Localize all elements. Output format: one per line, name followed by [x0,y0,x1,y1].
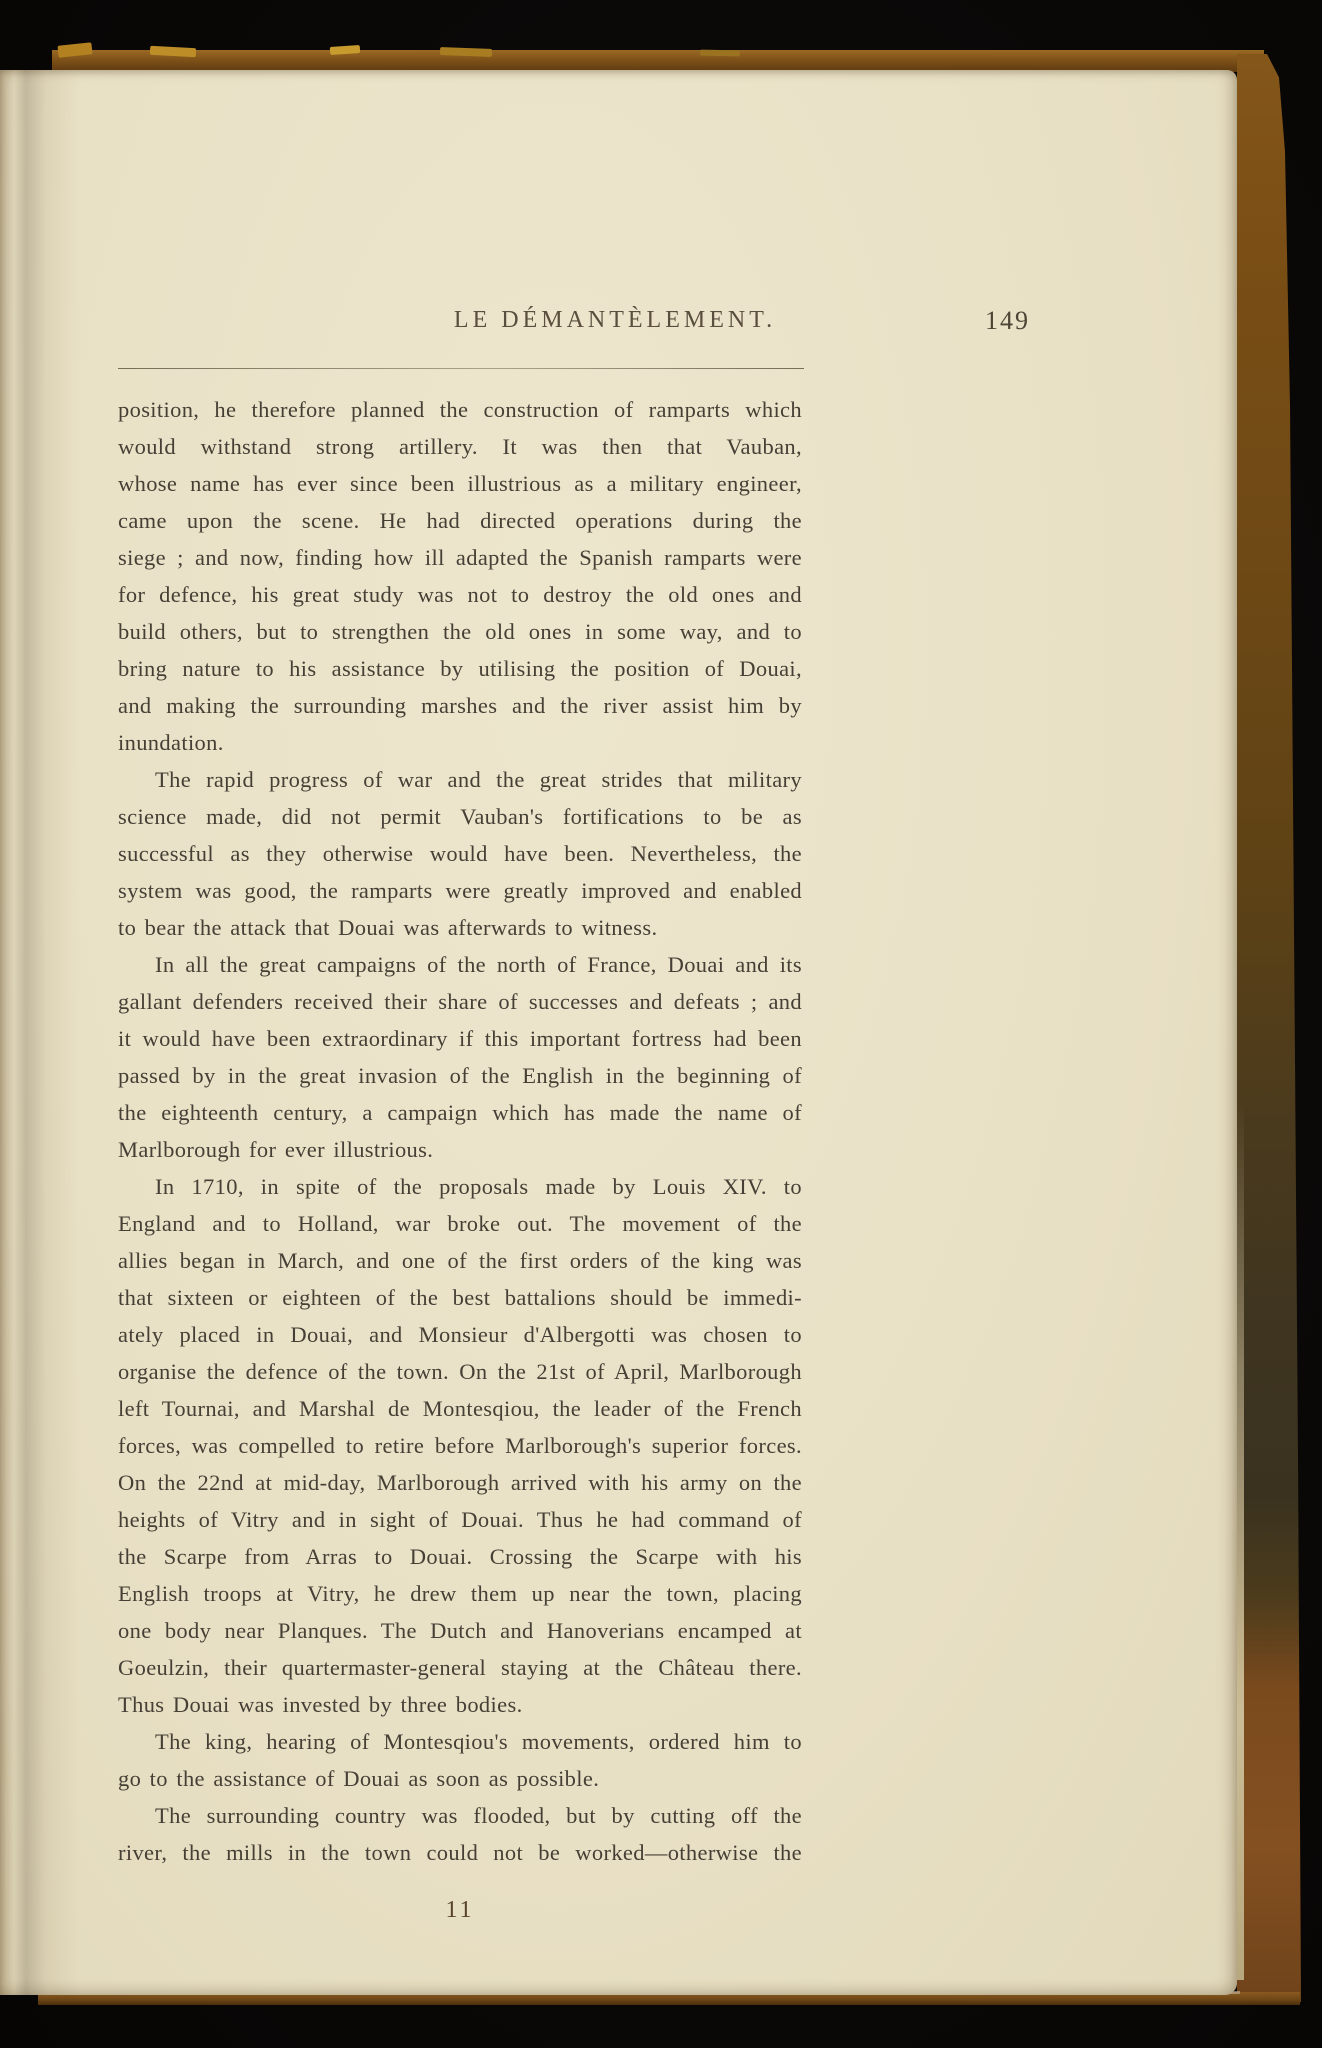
text-line: Goeulzin, their quartermaster-general staying at the Château there. [118,1655,802,1680]
text-line: system was good, the ramparts were greatly improved and enabled [118,878,802,903]
signature-mark: 11 [445,1897,475,1923]
text-line: it would have been extraordinary if this important fortress had been [118,1026,802,1051]
text-line: for defence, his great study was not to destroy the old ones and [118,582,802,607]
text-line: successful as they otherwise would have been. Nevertheless, the [118,841,802,866]
page-body [118,391,802,1929]
text-line: inundation. [118,730,224,755]
paragraph [118,946,802,1168]
text-line: organise the defence of the town. On the 21st of April, Marlborough [118,1359,802,1384]
text-line: Marlborough for ever illustrious. [118,1137,434,1162]
text-line: would withstand strong artillery. It was then that Vauban, [118,434,802,459]
text-line: siege ; and now, finding how ill adapted the Spanish ramparts were [118,545,802,570]
text-line: On the 22nd at mid-day, Marlborough arrived with his army on the [118,1470,802,1495]
text-line: Thus Douai was invested by three bodies. [118,1692,523,1717]
text-line: build others, but to strengthen the old ones in some way, and to [118,619,802,644]
text-line: and making the surrounding marshes and the river assist him by [118,693,802,718]
text-line: English troops at Vitry, he drew them up near the town, placing [118,1581,802,1606]
text-line: passed by in the great invasion of the English in the beginning of [118,1063,802,1088]
paragraph [118,1168,802,1723]
paragraph [118,761,802,946]
text-line: forces, was compelled to retire before Marlborough's superior forces. [118,1433,802,1458]
book-cover-right-edge [1237,54,1301,2002]
text-line: gallant defenders received their share of successes and defeats ; and [118,989,802,1014]
header-rule [118,368,804,369]
book-page [0,70,1237,1995]
text-line: The surrounding country was flooded, but by cutting off the [155,1803,802,1828]
page-number: 149 [985,306,1030,335]
text-line: allies began in March, and one of the first orders of the king was [118,1248,802,1273]
text-line: England and to Holland, war broke out. The movement of the [118,1211,802,1236]
text-line: go to the assistance of Douai as soon as possible. [118,1766,600,1791]
text-line: The rapid progress of war and the great strides that military [155,767,802,792]
text-line: In 1710, in spite of the proposals made by Louis XIV. to [155,1174,802,1199]
text-line: river, the mills in the town could not be worked—otherwise the [118,1840,802,1865]
text-line: the eighteenth century, a campaign which has made the name of [118,1100,802,1125]
text-line: one body near Planques. The Dutch and Hanoverians encamped at [118,1618,802,1643]
page-fore-edge [1237,1100,1244,1980]
text-line: whose name has ever since been illustrious as a military engineer, [118,471,802,496]
text-line: In all the great campaigns of the north of France, Douai and its [155,952,802,977]
text-line: bring nature to his assistance by utilising the position of Douai, [118,656,802,681]
text-line: science made, did not permit Vauban's fortifications to be as [118,804,802,829]
book-cover-top-edge [52,50,1264,72]
paragraph [118,1723,802,1797]
paragraph [118,391,802,761]
text-line: heights of Vitry and in sight of Douai. Thus he had command of [118,1507,802,1532]
text-line: came upon the scene. He had directed operations during the [118,508,802,533]
text-line: the Scarpe from Arras to Douai. Crossing the Scarpe with his [118,1544,802,1569]
text-line: The king, hearing of Montesqiou's movements, ordered him to [155,1729,802,1754]
text-line: position, he therefore planned the construction of ramparts which [118,397,802,422]
running-header-title: LE DÉMANTÈLEMENT. [453,307,777,333]
text-line: that sixteen or eighteen of the best battalions should be immedi- [118,1285,802,1310]
text-line: left Tournai, and Marshal de Montesqiou, the leader of the French [118,1396,802,1421]
text-line: ately placed in Douai, and Monsieur d'Albergotti was chosen to [118,1322,802,1347]
paragraph [118,1797,802,1871]
gilt-fleck [700,50,740,57]
text-line: to bear the attack that Douai was afterwards to witness. [118,915,658,940]
